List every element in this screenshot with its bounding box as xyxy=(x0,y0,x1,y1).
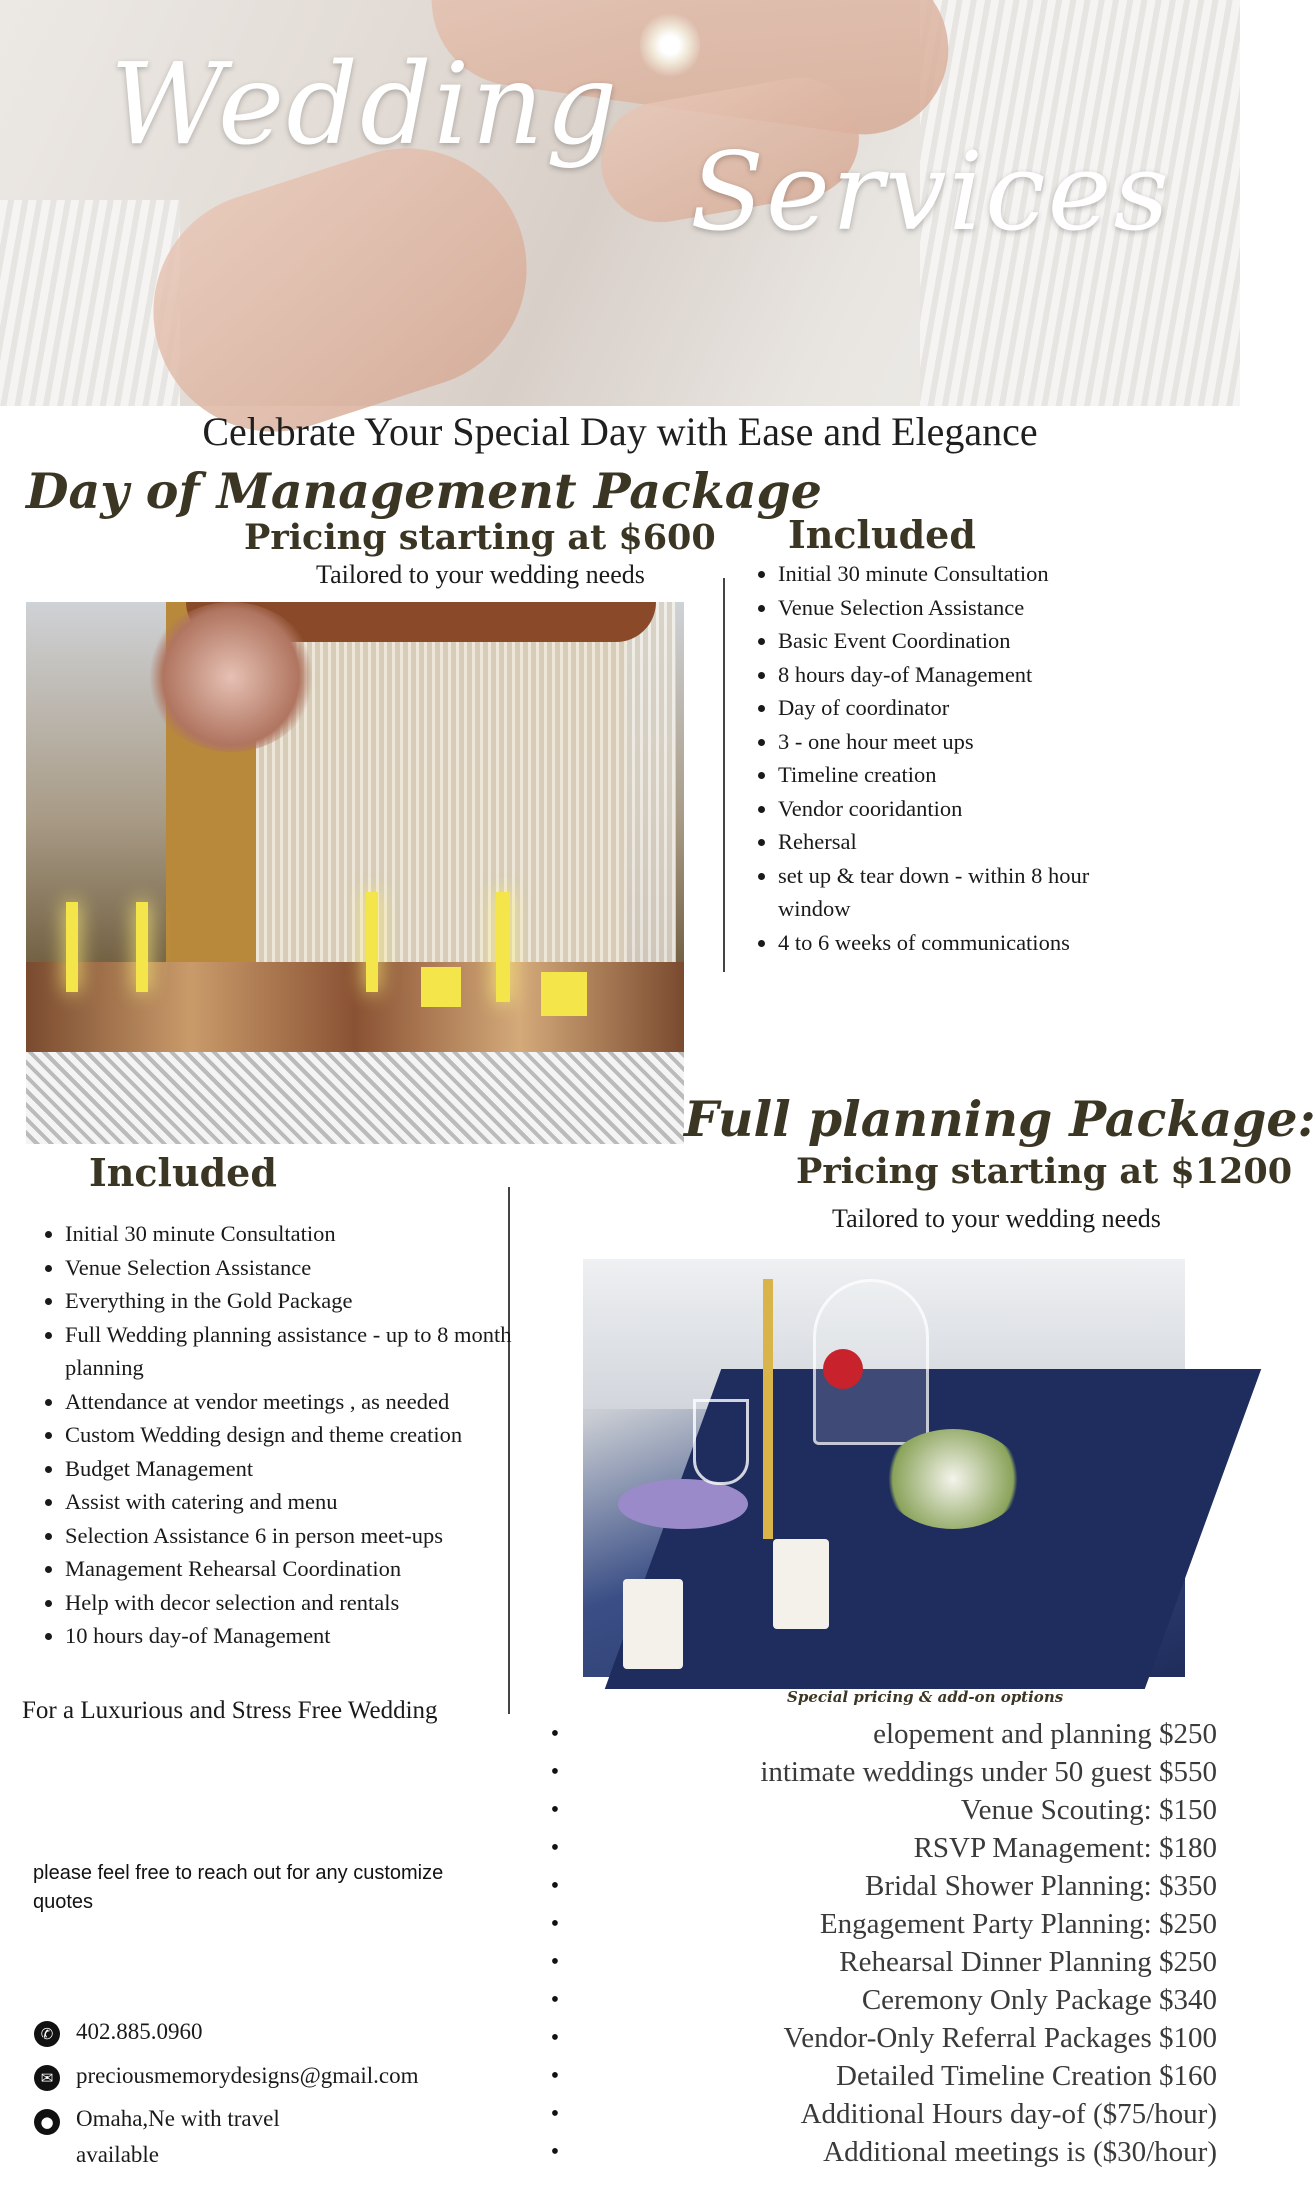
addon-item-label: Engagement Party Planning: $250 xyxy=(819,1908,1217,1940)
hero-title-wedding: Wedding xyxy=(110,40,620,170)
divider-line xyxy=(723,578,725,972)
ring-decor xyxy=(640,10,700,80)
wine-glass xyxy=(693,1399,749,1485)
day-of-title: Day of Management Package xyxy=(26,462,822,520)
custom-quote-note: please feel free to reach out for any customize quotes xyxy=(33,1862,444,1913)
day-of-included-item: • Initial 30 minute Consultation xyxy=(778,557,1166,591)
day-of-included-heading: Included xyxy=(788,512,976,557)
full-included-list xyxy=(33,1217,513,1653)
bullet-icon: • xyxy=(550,1873,560,1899)
backdrop-photo xyxy=(26,602,684,1144)
day-of-included-item: • 3 - one hour meet ups xyxy=(778,725,1166,759)
addon-item-label: Rehearsal Dinner Planning $250 xyxy=(839,1946,1217,1978)
addon-item xyxy=(545,1981,1217,2019)
day-of-subtitle: Tailored to your wedding needs xyxy=(316,560,645,589)
day-of-pricing: Pricing starting at $600 xyxy=(244,517,716,558)
addon-item xyxy=(545,1943,1217,1981)
full-closing: For a Luxurious and Stress Free Wedding xyxy=(22,1697,438,1724)
bullet-icon: • xyxy=(550,1797,560,1823)
greenery-decor xyxy=(883,1429,1023,1529)
addon-item xyxy=(545,2095,1217,2133)
day-of-included-item: • Basic Event Coordination xyxy=(778,624,1166,658)
lavender-napkin xyxy=(618,1479,748,1529)
addon-item-label: Additional Hours day-of ($75/hour) xyxy=(800,2098,1217,2130)
addon-item-label: Venue Scouting: $150 xyxy=(960,1794,1217,1826)
addons-list xyxy=(545,1715,1217,2171)
day-of-included-item: • Day of coordinator xyxy=(778,691,1166,725)
bullet-icon: • xyxy=(550,1759,560,1785)
addon-item xyxy=(545,1753,1217,1791)
bullet-icon: • xyxy=(550,2063,560,2089)
addon-item xyxy=(545,2057,1217,2095)
addon-item-label: Bridal Shower Planning: $350 xyxy=(864,1870,1217,1902)
full-included-item: • 10 hours day-of Management xyxy=(65,1619,513,1653)
addon-item xyxy=(545,2133,1217,2171)
addon-item xyxy=(545,1829,1217,1867)
full-included-item: • Selection Assistance 6 in person meet-ups xyxy=(65,1519,513,1553)
bullet-icon: • xyxy=(550,2025,560,2051)
addon-item xyxy=(545,1905,1217,1943)
contact-block xyxy=(34,2019,514,2173)
full-title: Full planning Package: xyxy=(684,1090,1316,1148)
pillar-candle xyxy=(623,1579,683,1669)
bullet-icon: • xyxy=(550,2139,560,2165)
full-included-heading: Included xyxy=(89,1150,277,1195)
candle xyxy=(366,892,378,992)
day-of-included-item: • Vendor cooridantion xyxy=(778,792,1166,826)
addon-item xyxy=(545,2019,1217,2057)
full-included-item: • Everything in the Gold Package xyxy=(65,1284,513,1318)
contact-email[interactable]: preciousmemorydesigns@gmail.com xyxy=(76,2063,419,2088)
addon-item xyxy=(545,1867,1217,1905)
day-of-included-item: • Rehersal xyxy=(778,825,1166,859)
day-of-included-item: • 4 to 6 weeks of communications xyxy=(778,926,1166,960)
bullet-icon: • xyxy=(550,2101,560,2127)
full-included-item: • Custom Wedding design and theme creation xyxy=(65,1418,513,1452)
full-pricing: Pricing starting at $1200 xyxy=(796,1151,1293,1192)
candle xyxy=(496,892,510,1002)
bullet-icon: • xyxy=(550,1949,560,1975)
flower-decor xyxy=(146,602,316,752)
addon-item-label: Vendor-Only Referral Packages $100 xyxy=(783,2022,1217,2054)
addon-item-label: Additional meetings is ($30/hour) xyxy=(823,2136,1217,2168)
full-included-item: • Assist with catering and menu xyxy=(65,1485,513,1519)
full-included-item: • Initial 30 minute Consultation xyxy=(65,1217,513,1251)
addon-item-label: intimate weddings under 50 guest $550 xyxy=(760,1756,1217,1788)
full-included-item: • Budget Management xyxy=(65,1452,513,1486)
full-subtitle: Tailored to your wedding needs xyxy=(832,1204,1161,1233)
day-of-included-item: • Timeline creation xyxy=(778,758,1166,792)
hero-title-services: Services xyxy=(690,130,1171,255)
day-of-included-item: • 8 hours day-of Management xyxy=(778,658,1166,692)
hero-banner xyxy=(0,0,1240,406)
candle xyxy=(541,972,587,1016)
contact-email-row xyxy=(34,2063,514,2091)
bullet-icon: • xyxy=(550,1987,560,2013)
phone-icon: ✆ xyxy=(34,2021,60,2047)
lace-tablecloth xyxy=(26,1052,684,1144)
addon-item-label: RSVP Management: $180 xyxy=(913,1832,1217,1864)
candle xyxy=(66,902,78,992)
contact-location: Omaha,Ne with travel available xyxy=(76,2106,280,2167)
full-included-item: • Attendance at vendor meetings , as needed xyxy=(65,1385,513,1419)
taper-candle xyxy=(763,1279,773,1539)
day-of-included-item: • set up & tear down - within 8 hour window xyxy=(778,859,1166,926)
red-rose xyxy=(823,1349,863,1389)
candle xyxy=(421,967,461,1007)
contact-phone-row xyxy=(34,2019,514,2047)
tagline: Celebrate Your Special Day with Ease and Elegance xyxy=(202,409,1038,454)
full-included-item: • Management Rehearsal Coordination xyxy=(65,1552,513,1586)
full-included-item: • Full Wedding planning assistance - up to 8 month planning xyxy=(65,1318,513,1385)
bullet-icon: • xyxy=(550,1721,560,1747)
candle xyxy=(136,902,148,992)
full-included-item: • Venue Selection Assistance xyxy=(65,1251,513,1285)
addon-item xyxy=(545,1715,1217,1753)
bullet-icon: • xyxy=(550,1835,560,1861)
day-of-included-list xyxy=(746,557,1166,959)
contact-phone[interactable]: 402.885.0960 xyxy=(76,2019,203,2044)
email-icon: ✉ xyxy=(34,2065,60,2091)
macrame-decor xyxy=(256,602,676,1002)
bullet-icon: • xyxy=(550,1911,560,1937)
day-of-included-item: • Venue Selection Assistance xyxy=(778,591,1166,625)
full-included-item: • Help with decor selection and rentals xyxy=(65,1586,513,1620)
location-pin-icon: ● xyxy=(34,2109,60,2135)
addon-item xyxy=(545,1791,1217,1829)
addon-item-label: Ceremony Only Package $340 xyxy=(861,1984,1217,2016)
pillar-candle xyxy=(773,1539,829,1629)
contact-location-row xyxy=(34,2107,514,2173)
addons-heading: Special pricing & add-on options xyxy=(787,1688,1064,1706)
addon-item-label: Detailed Timeline Creation $160 xyxy=(836,2060,1217,2092)
addon-item-label: elopement and planning $250 xyxy=(873,1718,1217,1750)
table-setting-photo xyxy=(583,1259,1185,1677)
